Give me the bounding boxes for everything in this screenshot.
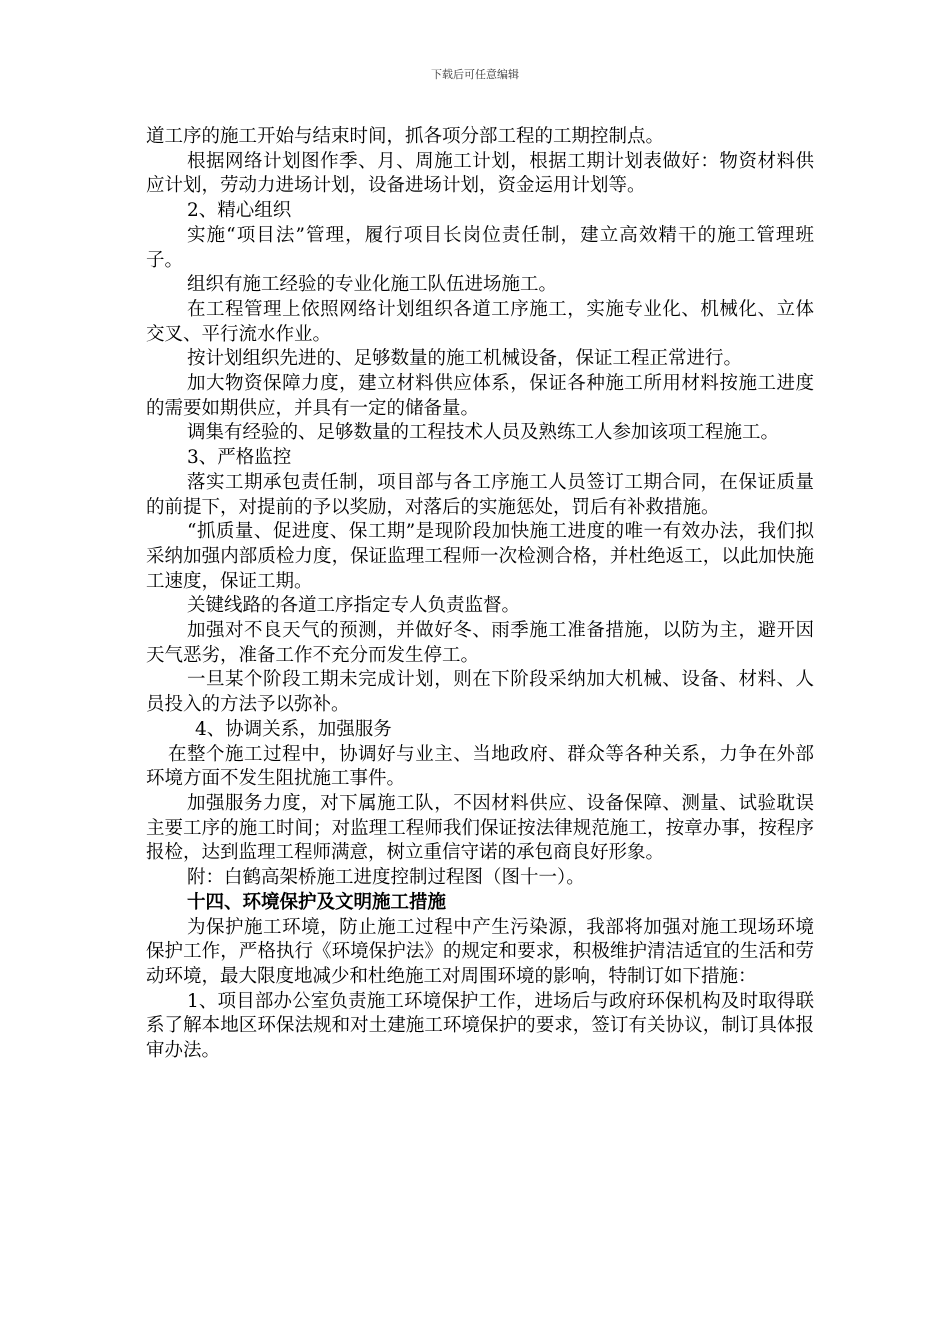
section-heading: 4、协调关系，加强服务 [195, 718, 392, 740]
paragraph: 道工序的施工开始与结束时间，抓各项分部工程的工期控制点。 [146, 126, 665, 147]
paragraph: 在工程管理上依照网络计划组织各道工序施工，实施专业化、机械化、立体交叉、平行流水作业。 [146, 298, 814, 345]
paragraph: 为保护施工环境，防止施工过程中产生污染源，我部将加强对施工现场环境保护工作，严格执行《环境保护法》的规定和要求，积极维护清洁适宜的生活和劳动环境，最大限度地减少和杜绝施工对周围环境的影响，特制订如下措施： [146, 916, 814, 987]
paragraph: 组织有施工经验的专业化施工队伍进场施工。 [187, 274, 558, 296]
paragraph: 加强服务力度，对下属施工队，不因材料供应、设备保障、测量、试验耽误主要工序的施工时间；对监理工程师我们保证按法律规范施工，按章办事，按程序报检，达到监理工程师满意，树立重信守诺的承包商良好形象。 [146, 792, 814, 864]
paragraph: 实施“项目法”管理，履行项目长岗位责任制，建立高效精干的施工管理班子。 [146, 224, 814, 271]
paragraph: 在整个施工过程中，协调好与业主、当地政府、群众等各种关系，力争在外部环境方面不发生阻扰施工事件。 [146, 743, 814, 790]
paragraph: 1、项目部办公室负责施工环境保护工作，进场后与政府环保机构及时取得联系了解本地区环保法规和对土建施工环境保护的要求，签订有关协议，制订具体报审办法。 [146, 990, 814, 1062]
section-heading: 3、严格监控 [187, 447, 292, 469]
paragraph: 一旦某个阶段工期未完成计划，则在下阶段采纳加大机械、设备、材料、人员投入的方法予以弥补。 [146, 669, 814, 716]
paragraph: “抓质量、促进度、保工期”是现阶段加快施工进度的唯一有效办法，我们拟采纳加强内部质检力度，保证监理工程师一次检测合格，并杜绝返工，以此加快施工速度，保证工期。 [146, 521, 814, 592]
paragraph: 落实工期承包责任制，项目部与各工序施工人员签订工期合同，在保证质量的前提下，对提前的予以奖励，对落后的实施惩处，罚后有补救措施。 [146, 471, 814, 518]
paragraph: 加大物资保障力度，建立材料供应体系，保证各种施工所用材料按施工进度的需要如期供应，并具有一定的储备量。 [146, 373, 814, 419]
document-body [146, 125, 814, 1064]
page-header: 下载后可任意编辑 [431, 68, 519, 81]
paragraph: 加强对不良天气的预测，并做好冬、雨季施工准备措施，以防为主，避开因天气恶劣，准备工作不充分而发生停工。 [146, 620, 814, 666]
section-heading: 2、精心组织 [187, 200, 292, 222]
paragraph: 按计划组织先进的、足够数量的施工机械设备，保证工程正常进行。 [187, 348, 743, 370]
paragraph: 关键线路的各道工序指定专人负责监督。 [187, 595, 521, 617]
paragraph: 调集有经验的、足够数量的工程技术人员及熟练工人参加该项工程施工。 [187, 422, 780, 444]
appendix-note: 附：白鹤高架桥施工进度控制过程图（图十一）。 [187, 867, 585, 889]
chapter-heading: 十四、环境保护及文明施工措施 [187, 891, 447, 913]
paragraph: 根据网络计划图作季、月、周施工计划，根据工期计划表做好：物资材料供应计划，劳动力进场计划，设备进场计划，资金运用计划等。 [146, 150, 814, 197]
